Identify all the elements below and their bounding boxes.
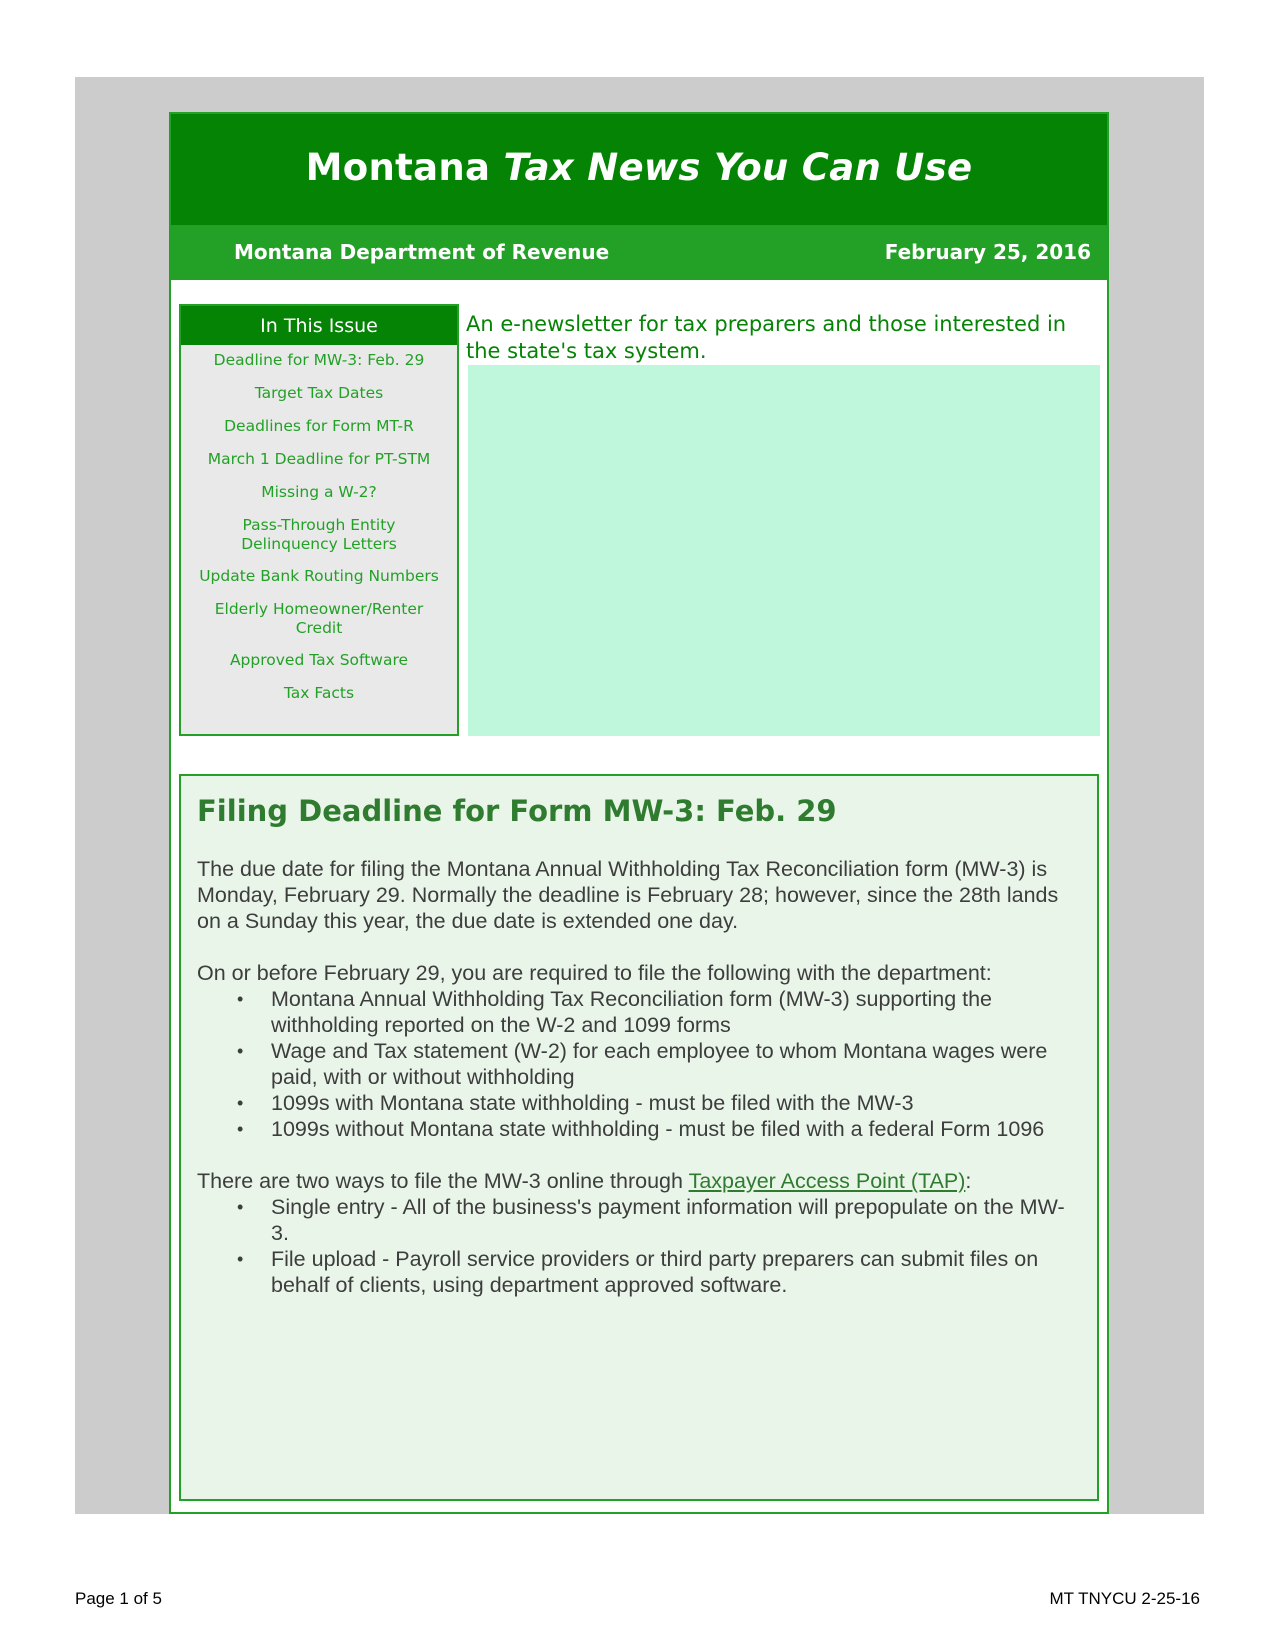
list-item: • Single entry - All of the business's payment information will prepopulate on the MW-3. (271, 1194, 1067, 1246)
masthead-title-plain: Montana (305, 145, 491, 189)
toc-item-target-tax-dates[interactable]: Target Tax Dates (254, 384, 384, 402)
intro-panel (468, 365, 1100, 736)
document-code: MT TNYCU 2-25-16 (1049, 1589, 1200, 1608)
intro-text: An e-newsletter for tax preparers and those interested in the state's tax system. (466, 312, 1067, 363)
masthead (171, 114, 1107, 225)
toc-item-mw3-deadline[interactable]: Deadline for MW-3: Feb. 29 (213, 351, 425, 369)
list-item: • 1099s without Montana state withholding - must be filed with a federal Form 1096 (271, 1116, 1067, 1142)
list-item: • Wage and Tax statement (W-2) for each employee to whom Montana wages were paid, with or without withholding (271, 1038, 1067, 1090)
paragraph-punctuation: : (965, 1169, 972, 1193)
in-this-issue-panel (179, 304, 459, 736)
article-paragraph: On or before February 29, you are required to file the following with the department: (197, 961, 992, 985)
page-number: Page 1 of 5 (75, 1589, 162, 1608)
article-paragraph (197, 1168, 1067, 1194)
list-item: • Montana Annual Withholding Tax Reconciliation form (MW-3) supporting the withholding reported on the W-2 and 1099 forms (271, 986, 1067, 1038)
list-item: • 1099s with Montana state withholding - must be filed with the MW-3 (271, 1090, 1067, 1116)
toc-item-missing-w2[interactable]: Missing a W-2? (261, 483, 377, 501)
toc-header: In This Issue (181, 306, 457, 345)
toc-item-pt-stm-deadline[interactable]: March 1 Deadline for PT-STM (207, 450, 431, 468)
toc-item-approved-software[interactable]: Approved Tax Software (229, 651, 409, 669)
filing-methods-list (197, 1194, 1067, 1298)
paragraph-text: There are two ways to file the MW-3 online through (197, 1169, 683, 1193)
masthead-title-italic: Tax News You Can Use (503, 145, 973, 189)
tap-link[interactable]: Taxpayer Access Point (TAP) (688, 1169, 966, 1193)
toc-item-tax-facts[interactable]: Tax Facts (283, 684, 355, 702)
article-paragraph: The due date for filing the Montana Annual Withholding Tax Reconciliation form (MW-3) is Monday, February 29. Normally the deadline is February 28; however, since the 28th lands on a Sunday this year, the due date is extended one day. (197, 857, 1059, 933)
department-name: Montana Department of Revenue (234, 240, 610, 264)
toc-item-bank-routing[interactable]: Update Bank Routing Numbers (199, 567, 439, 585)
list-item: • File upload - Payroll service providers or third party preparers can submit files on behalf of clients, using department approved software. (271, 1246, 1067, 1298)
toc-item-mt-r-deadlines[interactable]: Deadlines for Form MT-R (224, 417, 414, 435)
masthead-title (306, 146, 973, 189)
issue-date: February 25, 2016 (884, 240, 1091, 264)
toc-item-delinquency-letters[interactable]: Pass-Through Entity Delinquency Letters (241, 516, 397, 553)
newsletter (169, 112, 1109, 1514)
toc-item-elderly-credit[interactable]: Elderly Homeowner/Renter Credit (214, 600, 424, 637)
article-body (197, 856, 1067, 1298)
subheader-bar (171, 225, 1107, 280)
article-title: Filing Deadline for Form MW-3: Feb. 29 (197, 794, 837, 828)
required-filings-list (197, 986, 1067, 1142)
article-mw3-deadline (179, 774, 1099, 1501)
